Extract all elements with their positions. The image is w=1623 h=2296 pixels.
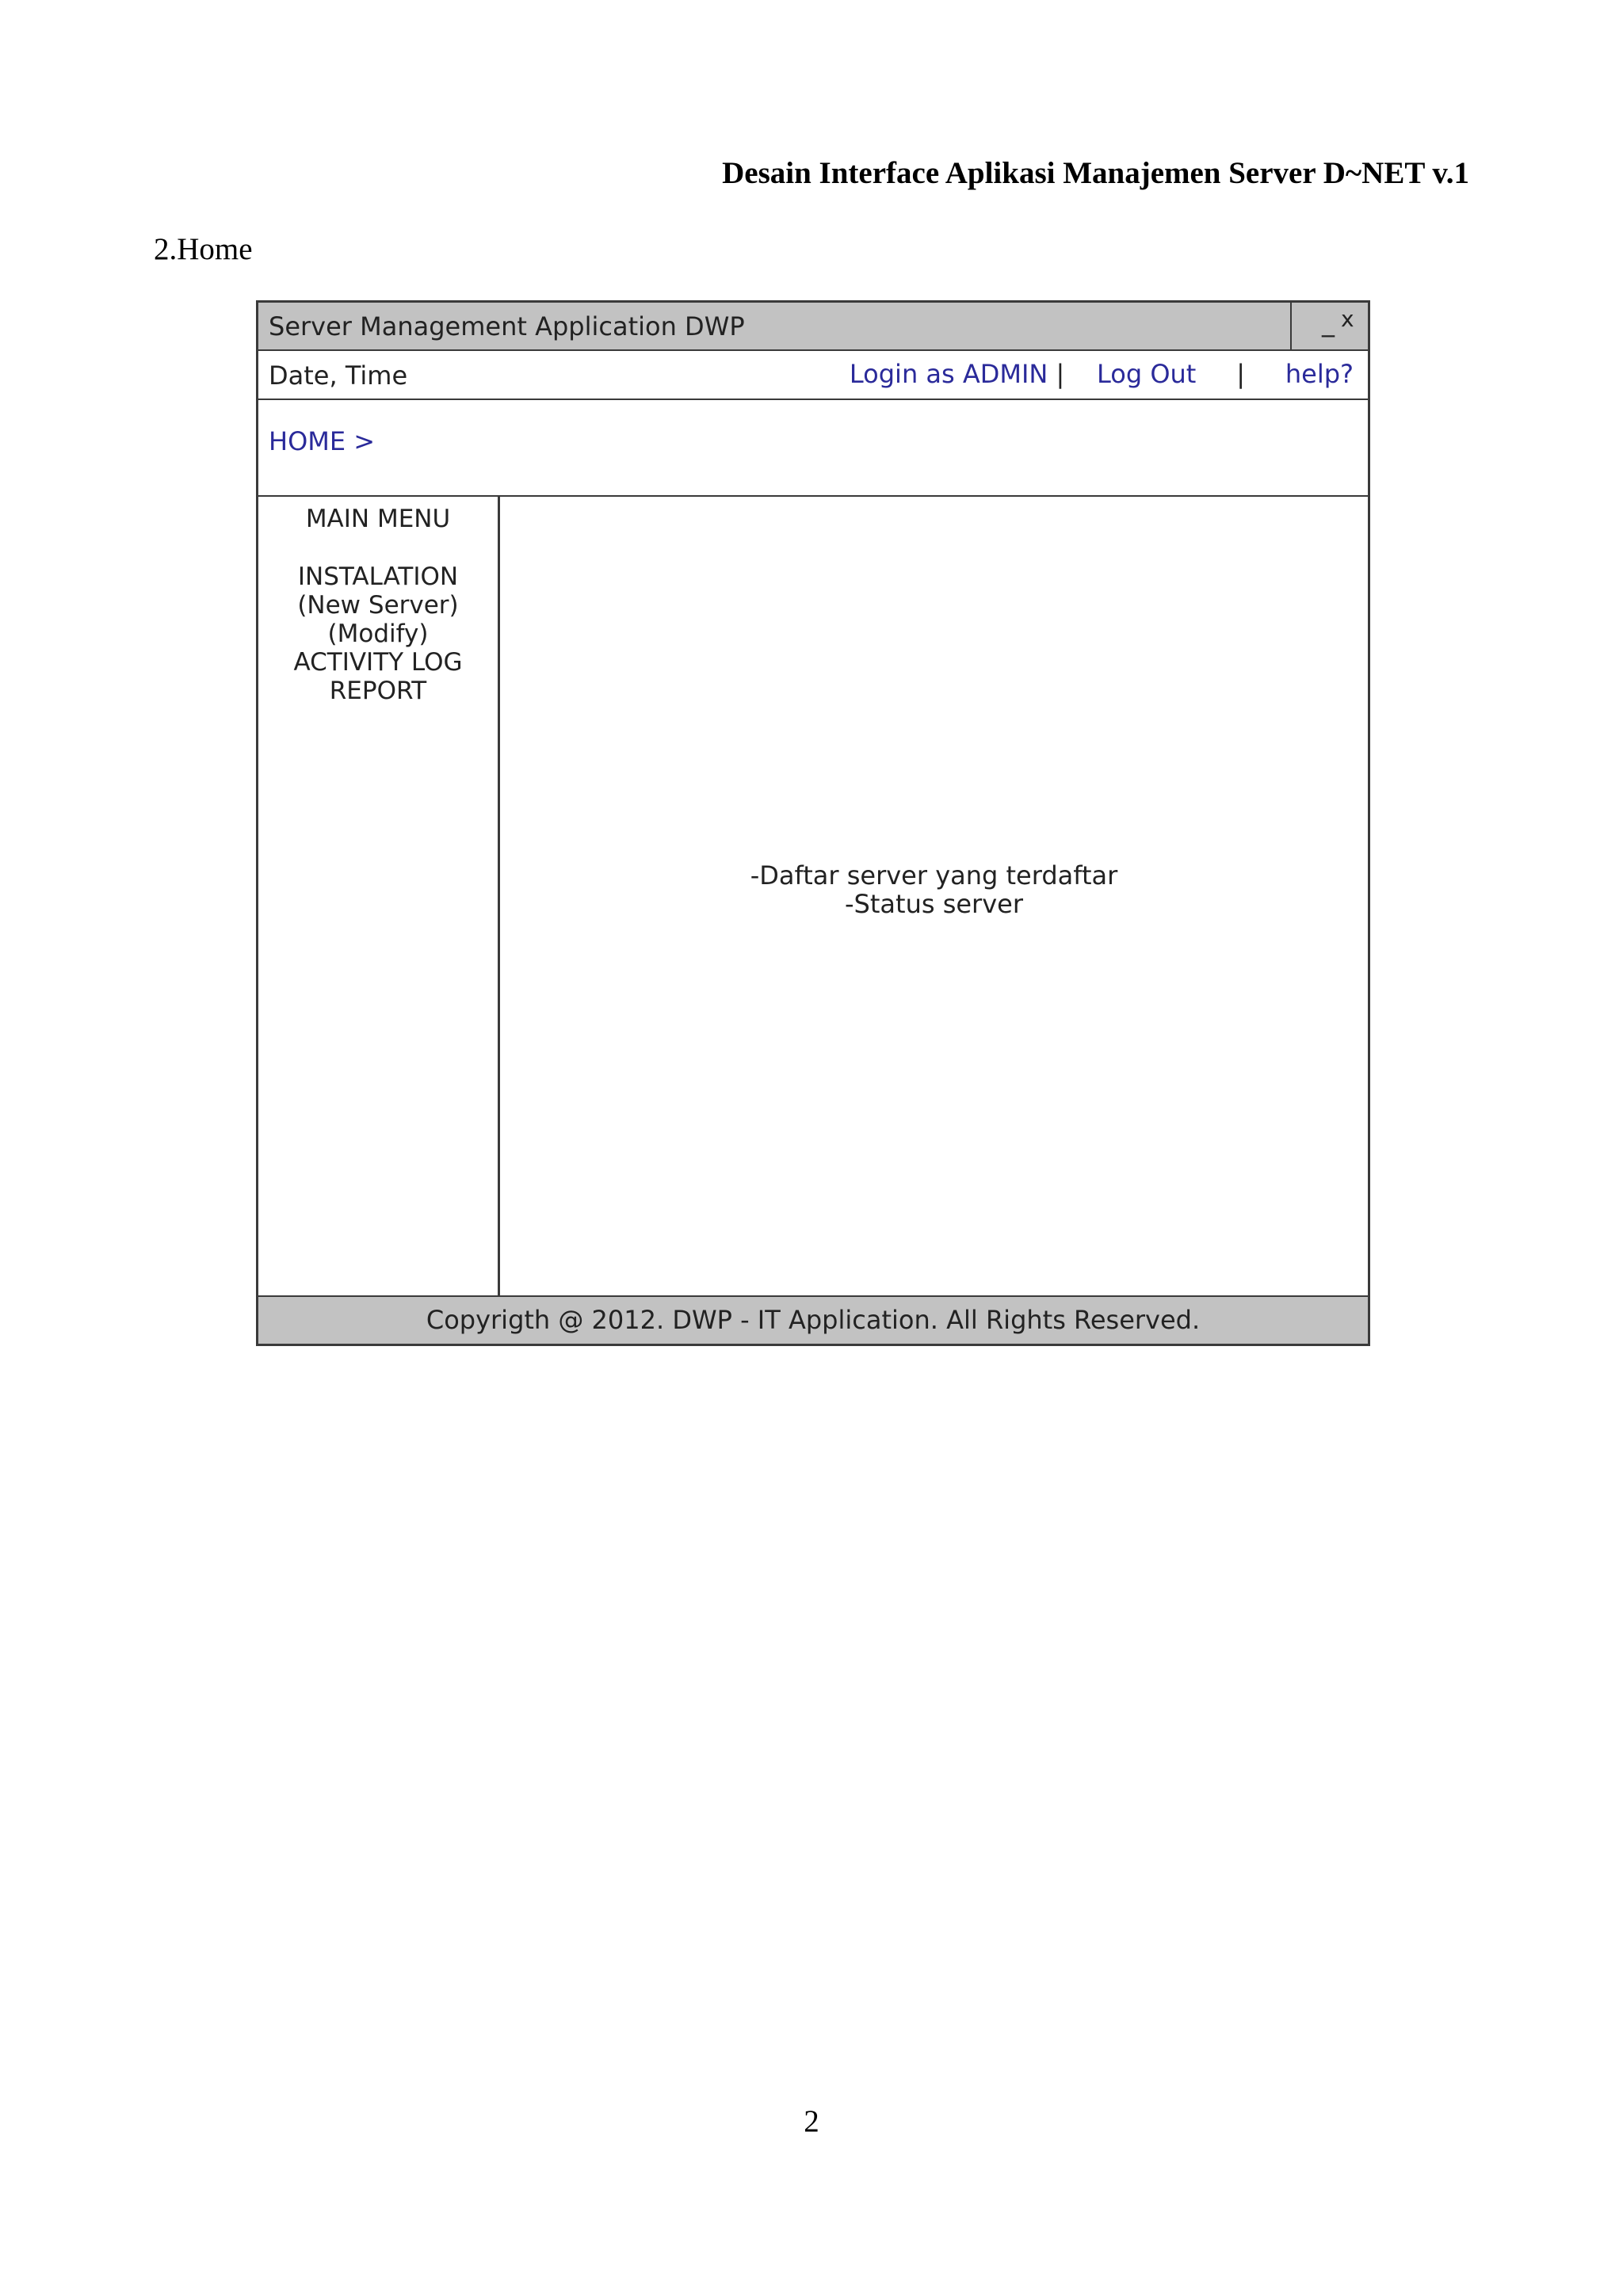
main-content (500, 497, 1368, 1295)
page-number: 2 (804, 2104, 819, 2138)
section-heading: 2.Home (154, 232, 253, 266)
footer-copyright: Copyrigth @ 2012. DWP - IT Application. All Rights Reserved. (258, 1295, 1368, 1344)
login-status-link[interactable]: Login as ADMIN (849, 359, 1048, 389)
document-title: Desain Interface Aplikasi Manajemen Server D~NET v.1 (722, 156, 1469, 190)
server-status-line: -Status server (845, 889, 1023, 919)
sidebar-main-menu (258, 497, 500, 1295)
breadcrumb-bar (258, 400, 1368, 497)
logout-link[interactable]: Log Out (1097, 359, 1197, 389)
help-link[interactable]: help? (1285, 359, 1354, 389)
window-titlebar (258, 303, 1368, 351)
content-text (500, 861, 1368, 918)
menu-item-report[interactable]: REPORT (329, 677, 427, 705)
main-menu-title: MAIN MENU (305, 505, 451, 533)
menu-item-activity-log[interactable]: ACTIVITY LOG (293, 648, 463, 677)
menu-item-instalation[interactable]: INSTALATION (297, 563, 459, 591)
main-menu-list (258, 563, 498, 705)
close-icon[interactable]: x (1341, 306, 1354, 332)
window-title: Server Management Application DWP (269, 311, 745, 341)
menu-item-new-server[interactable]: (New Server) (297, 591, 459, 620)
link-separator: | (1056, 359, 1065, 389)
info-bar (258, 351, 1368, 400)
breadcrumb-home[interactable]: HOME > (269, 426, 376, 456)
server-list-line: -Daftar server yang terdaftar (750, 860, 1118, 891)
app-window-mockup (256, 300, 1370, 1346)
window-controls (1290, 303, 1368, 349)
date-time-label: Date, Time (269, 360, 408, 391)
user-links (850, 359, 1354, 389)
minimize-icon[interactable]: _ (1322, 307, 1335, 338)
menu-item-modify[interactable]: (Modify) (327, 620, 429, 648)
link-separator: | (1236, 359, 1245, 389)
